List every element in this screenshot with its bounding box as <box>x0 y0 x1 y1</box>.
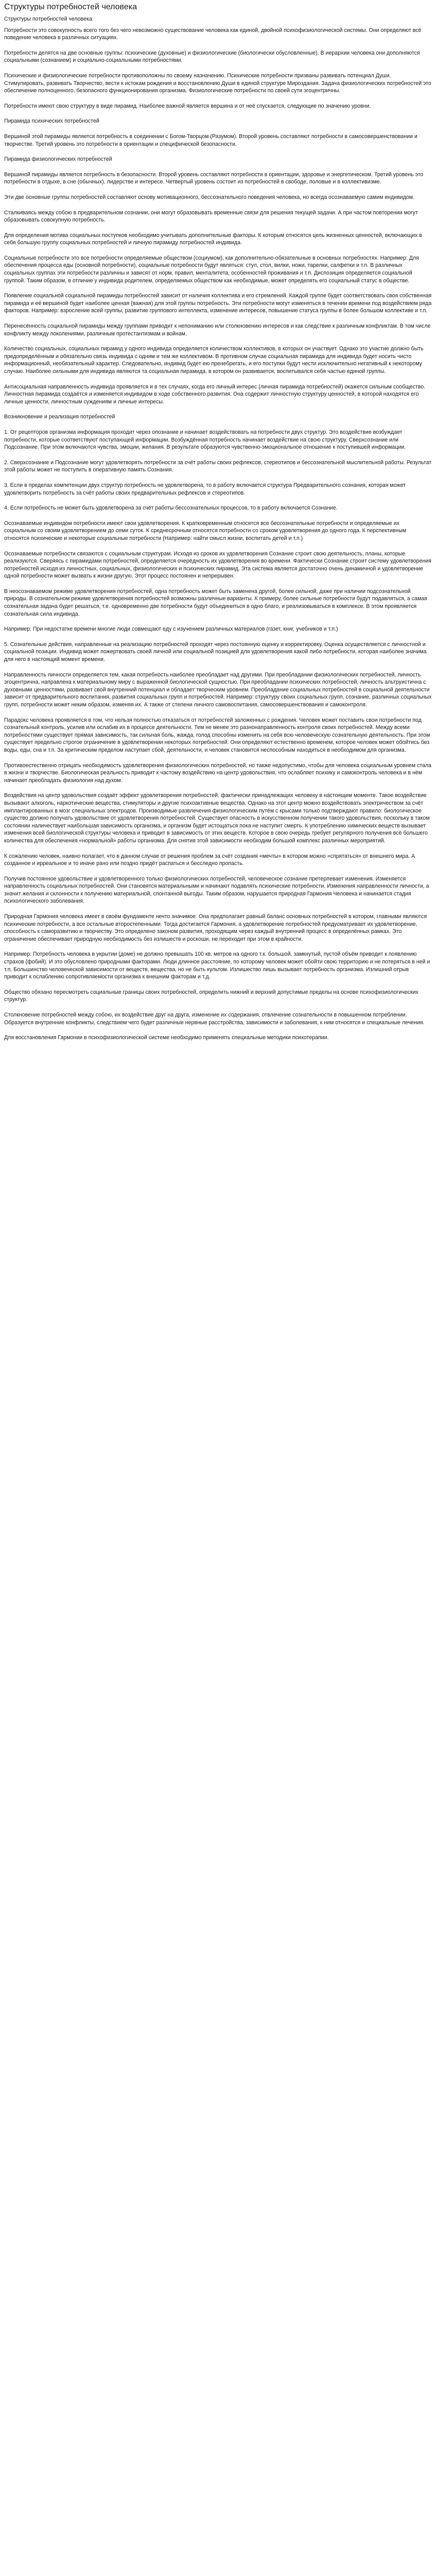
paragraph: Противоестественно отрицать необходимость удовлетворения физиологических потребностей, но также недопустимо, чтобы для человека социальным уровнем стала в жизни и творчестве. Биологическая реальность приводит к частому воздействию на центр удовольствия, что ослабляет психику и самоконтроль человека и в нём начинает преобладать физиология над духом. <box>4 762 432 784</box>
paragraph: Осознаваемые индивидом потребности имеют свои удовлетворения. К кратковременным относятся все бессознательные потребности и определяемые их социальным со своим удовлетворением до семи суток. К среднесрочным относятся потребности со сроком удовлетворения до одного года. К перспективным относятся психические и некоторые социальные потребности (Например: найти смысл жизни, воспитать детей и т.п.) <box>4 520 407 541</box>
paragraph: Для определения мотива социальных поступков необходимо учитывать дополнительные факторы. К которым относятся цель жизненных ценностей, включающих в себя большую группу социальных потребностей и личную пирамиду потребностей индивида. <box>4 232 422 246</box>
paragraph: Например: Потребность человека в укрытии (доме) не должно превышать 100 кв. метров на одного т.к. большой, замкнутый, пустой объём приводит к появлению страхов (фобий). И это обусловлено природными факторами. Люди длинное расстояние, по которому человек может обойти свою территорию и не потеряться в ней и т.п. Большинство человеческой зависимости от веществ, вещества, но не быть культом. Излишество лишь вызывает потребность организма. Излишний отрыв приводит к ослаблению сопротивляемости организма к внешним факторам и т.д. <box>4 951 430 980</box>
paragraph: Природная Гармония человека имеет в своём фундаменте нечто значимое. Она предполагает равный баланс основных потребностей в котором, главными являются психические потребности, а все остальные второстепенными. Тогда достигается Гармония, а удовлетворение потребностей предусматривает их удовлетворение, способность к саморазвитию и творчеству. Это определено законом развития, проходящим через каждый внутренний процесс в определённых рамках. Это ограничение обеспечивает природную необходимость без излишеств и роскоши, не переходит при этом в крайности. <box>4 913 427 942</box>
paragraph: Получив постоянное удовольствие и удовлетворенного только физиологических потребностей, человеческое сознание претерпевает изменения. Изменяется направленность социальных потребностей. Они становятся материальными и начинают подавлять психические потребности. Изменения направленности личности, а значит желания и склонности к получению материальной, спонтанной выгоды. Таким образом, нарушается природная Гармония Человека и начинается стадия психологического заболевания. <box>4 875 429 905</box>
paragraph: Потребности делятся на две основные группы: психические (духовные) и физиологические (биологически обусловленные). В иерархии человека они дополняются социальными (сознанием) и социально-социальными потребностями. <box>4 49 420 64</box>
paragraph: Перенесённость социальной пирамиды между группами приводит к непониманию или столкновению интересов и как следствие к различным конфликтам. В том числе конфликту между поколениями, различным протестантизмам и войнам. <box>4 323 431 337</box>
paragraph: К сожалению человек, наивно полагает, что в данном случае от решения проблем за счёт создания «мечты» в котором можно «спрятаться» от внешнего мира. А созданное и ирреальное и то иначе рано или поздно придёт распаться и бесследно пропасть. <box>4 853 415 867</box>
section-heading: Пирамида психических потребностей <box>4 118 99 125</box>
page-subtitle: Структуры потребностей человека <box>4 16 92 22</box>
paragraph: Общество обязано пересмотреть социальные границы своих потребностей, определить нижний и верхний допустимые пределы на основе психофизиологических структур. <box>4 989 418 1003</box>
paragraph: Например: При недостатке времени многие люди совмещают еду с изучением различных материалов (газет, книг, учебников и т.п.) <box>4 626 338 633</box>
paragraph: Антисоциальная направленность индивида проявляется и в тех случаях, когда его личный интерес (личная пирамида потребностей) окажется сильным сообщество. Личностная пирамида создаётся и изменяется индивидом в ходе собственного развития. Она содержит личностную структуру ценностей, в которой находятся его личные ценности, личностным суждениям и личные интересы. <box>4 383 426 405</box>
paragraph: Столкновение потребностей между собою, их воздействие друг на друга, изменение их содержания, отвлечение сознательности в повышенном потреблении. Образуется внутренние конфликты, следствием чего будет различные нервные расстройства, зависимости и заболевания, к ним относятся и специальные лечения. <box>4 1012 425 1026</box>
paragraph: В неосознаваемом режиме удовлетворения потребностей, одна потребность может быть заменена другой, более сильной, даже при наличии подсознательной природы. В сознательном режиме удовлетворения потребностей возможны различные варианты. К примеру, более сильные потребности будут подавляться, а самая сознательная задача будет решаться, т.е. одновременно две потребности будут объединиться в одно благо, и реализовываться в комплексе. В этом проявляется сознательная сила индивида. <box>4 588 427 617</box>
paragraph: Для восстановления Гармонии в психофизиологической системе необходимо применять специальные методики психотерапии. <box>4 1035 329 1041</box>
document-page <box>0 0 436 1054</box>
paragraph: Вершиной этой пирамиды является потребность в соединении с Богом-Творцом (Разумом). Второй уровень составляют потребности в самосовершенствовании и творчестве. Третий уровень это потребности в ориентации и специфической безопасности. <box>4 133 417 147</box>
paragraph: Вершиной пирамиды является потребность в безопасности. Второй уровень составляют потребности в ориентации, здоровье и энергетическом. Третий уровень это потребности в отдыхе, в сне (обычных), лидерстве и интересе. Четвертый уровень состоит из потребностей в свободе, половые и в коллективизме. <box>4 171 424 185</box>
paragraph: Социальные потребности это все потребности определяемые обществом (социумом), как дополнительно-обязательные в основных потребностях. Например: Для обеспечения процесса еды (основной потребности), социальные потребности будут являться: стул, стол, вилки, ножи, тарелки, салфетки и т.п. В различных социальных группах эти потребности различны и зависят от норм, правил, менталитета, особенностей проживания и т.п. Диспозиция определяется социальной группой. Таким образом, в отличие у индивида родителем, определяемых обществом как необходимые, может определять его социальный статус в обществе. <box>4 255 419 284</box>
paragraph: 1. От рецепторов организма информация проходит через опознание и начинает воздействовать на потребности двух структур. Это воздействие возбуждает потребности, которые соответствуют поступающей информации. Возбуждённая потребность начинает воздействие на свою структуру. Сверхсознание или Подсознание. При этом включаются чувства, эмоции, желания. В результате образуются чувственно-эмоциональное отношение к поступившей информации. <box>4 429 406 451</box>
section-heading: Пирамида физиологических потребностей <box>4 156 112 163</box>
paragraph: Эти две основные группы потребностей составляют основу мотивационного, бессознательного поведения человека, но всегда осознаваемую самим индивидом. <box>4 194 414 200</box>
paragraph: 5. Сознательные действия, направленные на реализацию потребностей проходят через постоянную оценку и корректировку. Оценка осуществляется с личностной и социальной позиции. Индивид может пожертвовать своей личной или социальной позицией для удовлетворения какой либо потребности, которая наиболее значима для него в настоящий момент времени. <box>4 641 427 663</box>
section-heading: Возникновение и реализация потребностей <box>4 414 115 420</box>
paragraph: Сталкиваясь между собою в предварительном сознании, они могут образовывать временные связи для решения текущей задачи. А при частом повторении могут образовывать совокупную потребность. <box>4 209 418 224</box>
paragraph: Количество социальных, социальных пирамид у одного индивида определяется количеством коллективов, в которых он участвует. Однако это участие должно быть предопределённым и обязательно связь индивида с одним и тем же коллективом. В противном случае социальная пирамида для индивида будет носить чисто информационный, необязательный характер. Следовательно, индивид будет ею пренебрегать, и его поступки будут нести исключительно негативный к некоторому случаю. Наиболее сильными для индивида являются та социальная пирамида, в котором он развивается, воспитывался себя частью единой группы. <box>4 346 424 375</box>
paragraph: Потребности имеют свою структуру в виде пирамид. Наиболее важной является вершина и от неё спускается, следующие по значению уровни. <box>4 103 371 109</box>
paragraph: 3. Если в пределах компетенции двух структур потребность не удовлетворена, то в работу включается структура Предварительного сознания, которая может удовлетворить потребность за счёт работы своих предварительных рефлексов и стереотипов. <box>4 482 406 496</box>
paragraph: Воздействия на центр удовольствия создаёт эффект удовлетворения потребностей, фактически принадлежащих человеку в настоящем моменте. Такое воздействие вызывают алкоголь, наркотические вещества, стимуляторы и другие психоактивные вещества. Однако на этот центр можно воздействовать электричеством за счёт имплантированных в мозг специальных электродов. Производимые развлечения физиологическим путём с крысами только подтверждают правило: биологическое существо должно получать удовольствие от удовлетворения потребностей. Существует опасность в искусственном получении такого удовольствия, поскольку в таком состоянии наличествует наибольшая зависимость организма, и организм будет истощаться пока не наступит смерть. К употреблению химических веществ вызывает изменения всей биологической структуры человека и приводит в зависимость от этих веществ. Которое в свою очередь требует регулярного получения всё большего количества для обеспечения «нормальной» работы организма. Для снятия этой зависимости необходим большой комплекс различных мероприятий. <box>4 792 430 844</box>
article-body <box>4 27 432 1042</box>
paragraph: Парадокс человека проявляется в том, что нельзя полностью отказаться от потребностей заложенных с рождения. Человек может поставить свои потребности под сознательный контроль, усилив или ослабив их в процессе деятельности. Тем не менее это разнонаправленность контроля своих потребностей. Между всеми потребностями существует прямая зависимость, так сильная боль, жажда, голод способны изменить на себя всю человеческую сознательную деятельность. При этом существует предельно строгое ограничение в удовлетворении некоторых потребностей. Они определяют естественно временем, которое человек может обойтись без воды, еды, сна и т.п. За критическим пределом наступает сбой, деятельности, и человек становится неспособным находиться в необходимом для организма. <box>4 717 430 753</box>
paragraph: Появление социальной социальной пирамиды потребностей зависит от наличия коллектива и его стремлений. Каждой группе будет соответствовать своя собственная пирамида и её вершиной будет наиболее ценная (важная) для этой группы потребность. Эти потребности могут изменяться в течении времени под воздействием ряда факторов. Например: взросление всей группы, развитие группового интеллекта, изменение интересов, повышение статуса группы в более большом коллективе и т.п. <box>4 293 432 314</box>
page-title: Структуры потребностей человека <box>4 3 137 11</box>
paragraph: 2. Сверхсознание и Подсознание могут удовлетворять потребности за счёт работы своих рефлексов, стереотипов и бессознательной мыслительной работы. Результат этой работы может не поступить в оперативную память Сознания. <box>4 459 432 473</box>
paragraph: Осознаваемые потребности связаются с социальным структурам. Исходя из сроков их удовлетворения Сознание строит свою деятельность, планы, которые реализуются. Сверяясь с пирамидами потребностей, определяется очерёдность их удовлетворения во времени. Фактически Сознание строит систему удовлетворения потребностей исходя из личностных, социальных, физиологических и психических пирамид. Эта система является достаточно очень динамичной и удовлетворение одной потребности может вызвать к жизни другую. Этот процесс постоянен и непрерывен. <box>4 550 431 580</box>
paragraph: 4. Если потребность не может быть удовлетворена за счёт работы бессознательных процессов, то в работу включается Сознание. <box>4 505 338 512</box>
paragraph: Потребности это совокупность всего того без чего невозможно существование человека как единой, двойной психофизиологической системы. Они определяют всё поведение человека в различных ситуациях. <box>4 27 422 41</box>
paragraph: Направленность личности определяется тем, какая потребность наиболее преобладает над другими. При преобладании физиологических потребностей, личность эгоцентрична, направлена к материальному миру с выраженной биологической сущностью. При преобладании психических потребностей, личность альтруистична с духовными ценностями, развивает свой внутренний потенциал и обладает творческим уровнем. Преобладание социальных потребностей в социальной деятельности зависит от предварительного воспитания, развития социальных групп и потребностей. Например: структуру своих социальных групп, сознание, различных социальных групп, потребности может неким образом, изменяя их. А также от степени личного самовоспитания, самосовершенствования и самоконтроля. <box>4 671 432 708</box>
paragraph: Психические и физиологические потребности противоположны по своему назначению. Психические потребности призваны развивать потенциал Души. Стимулировать, развивать Творчество, вести к истокам рождения и восстановлению Души в единой структуре Мироздания. Задача физиологических потребностей это обеспечение полноценного, безопасного функционирования организма. Физиологические потребности по своей сути эгоцентричны. <box>4 72 431 94</box>
